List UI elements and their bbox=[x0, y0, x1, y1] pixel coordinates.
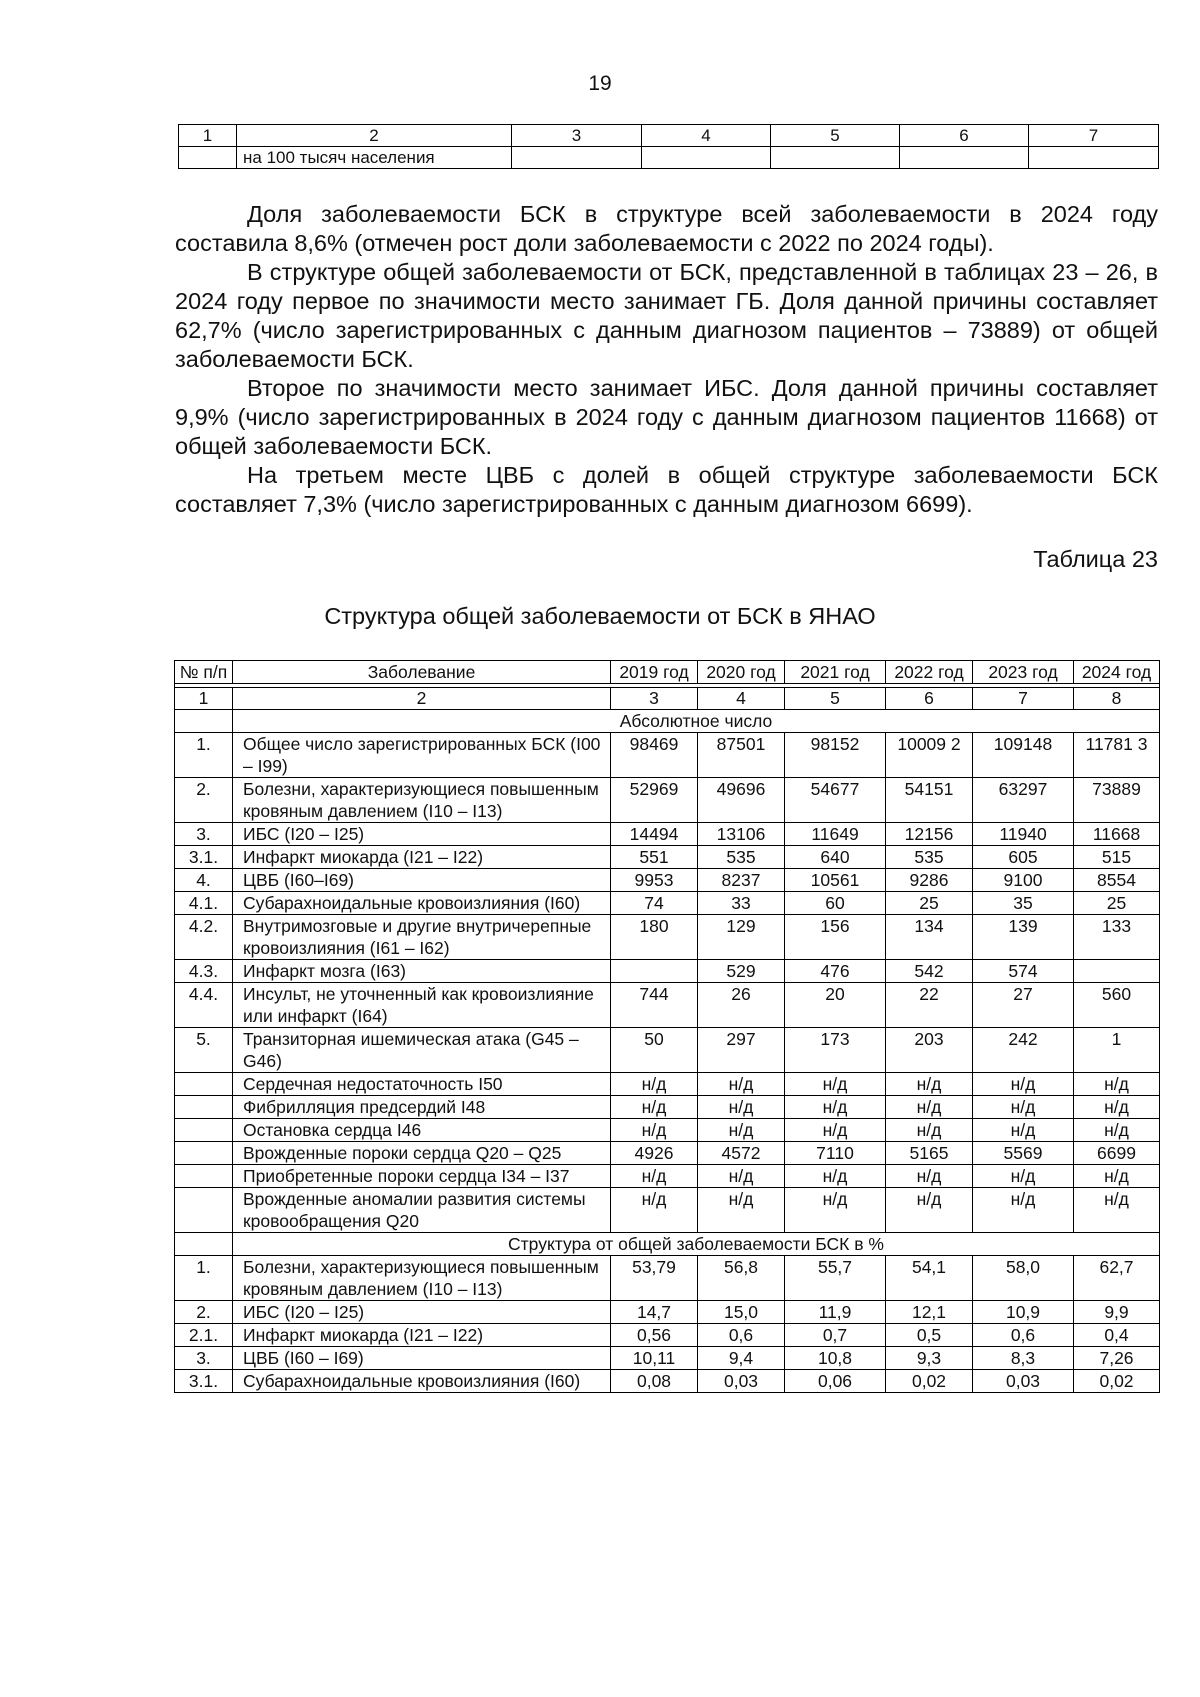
value-cell: 0,03 bbox=[973, 1370, 1074, 1393]
row-number: 4.1. bbox=[175, 892, 233, 915]
table-row bbox=[175, 1347, 1160, 1370]
table-cell bbox=[900, 147, 1029, 169]
disease-name: Инфаркт миокарда (I21 – I22) bbox=[233, 1324, 611, 1347]
section-title: Абсолютное число bbox=[233, 710, 1160, 733]
value-cell: н/д bbox=[611, 1165, 698, 1188]
value-cell: 33 bbox=[698, 892, 785, 915]
value-cell: н/д bbox=[886, 1165, 973, 1188]
value-cell: н/д bbox=[698, 1119, 785, 1142]
value-cell: н/д bbox=[785, 1188, 886, 1233]
table-row bbox=[175, 1096, 1160, 1119]
value-cell: н/д bbox=[611, 1119, 698, 1142]
table-cell: на 100 тысяч населения bbox=[237, 147, 512, 169]
value-cell: н/д bbox=[785, 1165, 886, 1188]
body-text bbox=[175, 200, 1158, 519]
value-cell: 58,0 bbox=[973, 1256, 1074, 1301]
value-cell: 54,1 bbox=[886, 1256, 973, 1301]
table-title-text: Структура общей заболеваемости от БСК в ЯНАО bbox=[324, 603, 876, 629]
header-cell: 2021 год bbox=[785, 661, 886, 684]
row-number: 1. bbox=[175, 1256, 233, 1301]
table-cell bbox=[771, 147, 900, 169]
disease-name: Инсульт, не уточненный как кровоизлияние или инфаркт (I64) bbox=[233, 983, 611, 1028]
value-cell: 8554 bbox=[1074, 869, 1160, 892]
table-cell bbox=[179, 147, 237, 169]
value-cell: 0,6 bbox=[973, 1324, 1074, 1347]
row-number bbox=[175, 1142, 233, 1165]
value-cell: 12156 bbox=[886, 823, 973, 846]
table-row bbox=[175, 1324, 1160, 1347]
table-header-row bbox=[175, 661, 1160, 684]
table-body bbox=[175, 684, 1160, 1393]
table-row bbox=[175, 1256, 1160, 1301]
value-cell: н/д bbox=[886, 1073, 973, 1096]
value-cell: 98152 bbox=[785, 733, 886, 778]
value-cell: 542 bbox=[886, 960, 973, 983]
value-cell: 53,79 bbox=[611, 1256, 698, 1301]
value-cell: 4572 bbox=[698, 1142, 785, 1165]
value-cell: 10561 bbox=[785, 869, 886, 892]
value-cell: 12,1 bbox=[886, 1301, 973, 1324]
value-cell: н/д bbox=[1074, 1165, 1160, 1188]
paragraph: Доля заболеваемости БСК в структуре всей заболеваемости в 2024 году составила 8,6% (отмечен рост доли заболеваемости с 2022 по 2024 годы). bbox=[175, 201, 1158, 256]
value-cell: 515 bbox=[1074, 846, 1160, 869]
value-cell: н/д bbox=[1074, 1119, 1160, 1142]
value-cell: н/д bbox=[886, 1119, 973, 1142]
table-title bbox=[0, 603, 1200, 630]
value-cell: 11940 bbox=[973, 823, 1074, 846]
value-cell: н/д bbox=[1074, 1073, 1160, 1096]
value-cell: 574 bbox=[973, 960, 1074, 983]
row-number: 3.1. bbox=[175, 846, 233, 869]
value-cell: н/д bbox=[611, 1096, 698, 1119]
disease-name: Инфаркт мозга (I63) bbox=[233, 960, 611, 983]
value-cell: 22 bbox=[886, 983, 973, 1028]
value-cell: 54677 bbox=[785, 778, 886, 823]
row-number bbox=[175, 1188, 233, 1233]
value-cell: н/д bbox=[785, 1119, 886, 1142]
value-cell: 9,9 bbox=[1074, 1301, 1160, 1324]
table-row bbox=[175, 733, 1160, 778]
value-cell: 0,56 bbox=[611, 1324, 698, 1347]
table-cell: 3 bbox=[512, 125, 642, 147]
page-number: 19 bbox=[588, 72, 612, 95]
disease-name: Транзиторная ишемическая атака (G45 – G46) bbox=[233, 1028, 611, 1073]
value-cell: н/д bbox=[1074, 1096, 1160, 1119]
value-cell: 11781 3 bbox=[1074, 733, 1160, 778]
value-cell: 9100 bbox=[973, 869, 1074, 892]
table-row bbox=[175, 1142, 1160, 1165]
table-row bbox=[175, 1370, 1160, 1393]
value-cell: 9,4 bbox=[698, 1347, 785, 1370]
value-cell: 98469 bbox=[611, 733, 698, 778]
value-cell: 52969 bbox=[611, 778, 698, 823]
value-cell bbox=[1074, 960, 1160, 983]
value-cell: 7,26 bbox=[1074, 1347, 1160, 1370]
paragraph: Второе по значимости место занимает ИБС. Доля данной причины составляет 9,9% (число зарегистрированных в 2024 году с данным диагнозом пациентов 11668) от общей заболеваемости БСК. bbox=[175, 375, 1158, 459]
value-cell: 11,9 bbox=[785, 1301, 886, 1324]
header-cell: 2019 год bbox=[611, 661, 698, 684]
value-cell: н/д bbox=[973, 1073, 1074, 1096]
disease-name: Врожденные аномалии развития системы кровообращения Q20 bbox=[233, 1188, 611, 1233]
value-cell: н/д bbox=[886, 1096, 973, 1119]
value-cell: 535 bbox=[698, 846, 785, 869]
value-cell: 0,02 bbox=[1074, 1370, 1160, 1393]
table-cell: 6 bbox=[900, 125, 1029, 147]
table-row bbox=[175, 983, 1160, 1028]
value-cell: 4926 bbox=[611, 1142, 698, 1165]
value-cell bbox=[611, 960, 698, 983]
value-cell: 10,11 bbox=[611, 1347, 698, 1370]
row-number bbox=[175, 1119, 233, 1142]
table-cell: 7 bbox=[1029, 125, 1159, 147]
row-number: 2. bbox=[175, 778, 233, 823]
value-cell: 640 bbox=[785, 846, 886, 869]
disease-name: Сердечная недостаточность I50 bbox=[233, 1073, 611, 1096]
row-number bbox=[175, 1073, 233, 1096]
value-cell: 73889 bbox=[1074, 778, 1160, 823]
table-cell: 4 bbox=[642, 125, 771, 147]
row-number: 1. bbox=[175, 733, 233, 778]
value-cell: 20 bbox=[785, 983, 886, 1028]
table-row bbox=[179, 147, 1159, 169]
header-cell: 2022 год bbox=[886, 661, 973, 684]
value-cell: 0,08 bbox=[611, 1370, 698, 1393]
table-row bbox=[175, 823, 1160, 846]
value-cell: 476 bbox=[785, 960, 886, 983]
disease-name: ЦВБ (I60 – I69) bbox=[233, 1347, 611, 1370]
table-cell: 7 bbox=[973, 688, 1074, 710]
table-cell: 5 bbox=[785, 688, 886, 710]
value-cell: 297 bbox=[698, 1028, 785, 1073]
value-cell: н/д bbox=[698, 1188, 785, 1233]
value-cell: 744 bbox=[611, 983, 698, 1028]
value-cell: 0,03 bbox=[698, 1370, 785, 1393]
value-cell: н/д bbox=[1074, 1188, 1160, 1233]
value-cell: 9286 bbox=[886, 869, 973, 892]
table-cell: 8 bbox=[1074, 688, 1160, 710]
paragraph: В структуре общей заболеваемости от БСК, представленной в таблицах 23 – 26, в 2024 году первое по значимости место занимает ГБ. Доля данной причины составляет 62,7% (число зарегистрированных с данным диагнозом пациентов – 73889) от общей заболеваемости БСК. bbox=[175, 259, 1158, 372]
value-cell: 15,0 bbox=[698, 1301, 785, 1324]
disease-name: Внутримозговые и другие внутричерепные кровоизлияния (I61 – I62) bbox=[233, 915, 611, 960]
value-cell: 109148 bbox=[973, 733, 1074, 778]
value-cell: 49696 bbox=[698, 778, 785, 823]
value-cell: н/д bbox=[698, 1073, 785, 1096]
value-cell: 54151 bbox=[886, 778, 973, 823]
value-cell: 9,3 bbox=[886, 1347, 973, 1370]
row-number: 4. bbox=[175, 869, 233, 892]
table-cell bbox=[512, 147, 642, 169]
table-cell: 2 bbox=[237, 125, 512, 147]
table-row bbox=[175, 915, 1160, 960]
value-cell: 25 bbox=[1074, 892, 1160, 915]
table-row bbox=[175, 1188, 1160, 1233]
value-cell: 50 bbox=[611, 1028, 698, 1073]
value-cell: 560 bbox=[1074, 983, 1160, 1028]
value-cell: 14494 bbox=[611, 823, 698, 846]
disease-name: Приобретенные пороки сердца I34 – I37 bbox=[233, 1165, 611, 1188]
value-cell: 27 bbox=[973, 983, 1074, 1028]
value-cell: 25 bbox=[886, 892, 973, 915]
value-cell: 8237 bbox=[698, 869, 785, 892]
value-cell: 5569 bbox=[973, 1142, 1074, 1165]
value-cell: 9953 bbox=[611, 869, 698, 892]
value-cell: н/д bbox=[973, 1119, 1074, 1142]
value-cell: 56,8 bbox=[698, 1256, 785, 1301]
disease-name: Врожденные пороки сердца Q20 – Q25 bbox=[233, 1142, 611, 1165]
value-cell: н/д bbox=[973, 1165, 1074, 1188]
row-number: 4.4. bbox=[175, 983, 233, 1028]
value-cell: 0,02 bbox=[886, 1370, 973, 1393]
table-cell: 5 bbox=[771, 125, 900, 147]
value-cell: 62,7 bbox=[1074, 1256, 1160, 1301]
disease-name: Фибрилляция предсердий I48 bbox=[233, 1096, 611, 1119]
value-cell: 55,7 bbox=[785, 1256, 886, 1301]
table-cell: 3 bbox=[611, 688, 698, 710]
value-cell: 6699 bbox=[1074, 1142, 1160, 1165]
value-cell: 0,7 bbox=[785, 1324, 886, 1347]
value-cell: н/д bbox=[698, 1165, 785, 1188]
value-cell: 139 bbox=[973, 915, 1074, 960]
table-row bbox=[175, 778, 1160, 823]
row-number: 4.3. bbox=[175, 960, 233, 983]
row-number: 2.1. bbox=[175, 1324, 233, 1347]
table-row bbox=[175, 960, 1160, 983]
value-cell: 63297 bbox=[973, 778, 1074, 823]
table-cell: 1 bbox=[175, 688, 233, 710]
continued-table bbox=[178, 124, 1159, 169]
section-title: Структура от общей заболеваемости БСК в % bbox=[233, 1233, 1160, 1256]
value-cell: 13106 bbox=[698, 823, 785, 846]
table-cell: 6 bbox=[886, 688, 973, 710]
disease-name: Субарахноидальные кровоизлияния (I60) bbox=[233, 1370, 611, 1393]
disease-name: Остановка сердца I46 bbox=[233, 1119, 611, 1142]
value-cell: н/д bbox=[698, 1096, 785, 1119]
value-cell: 10,8 bbox=[785, 1347, 886, 1370]
table-row bbox=[175, 1028, 1160, 1073]
value-cell: 156 bbox=[785, 915, 886, 960]
column-number-row bbox=[175, 688, 1160, 710]
value-cell: 242 bbox=[973, 1028, 1074, 1073]
value-cell: н/д bbox=[886, 1188, 973, 1233]
section-row bbox=[175, 710, 1160, 733]
table-row bbox=[175, 869, 1160, 892]
table-caption: Таблица 23 bbox=[1033, 546, 1158, 572]
value-cell: 180 bbox=[611, 915, 698, 960]
value-cell: 8,3 bbox=[973, 1347, 1074, 1370]
paragraph: На третьем месте ЦВБ с долей в общей структуре заболеваемости БСК составляет 7,3% (число зарегистрированных с данным диагнозом 6699). bbox=[175, 462, 1158, 517]
value-cell: н/д bbox=[611, 1188, 698, 1233]
row-number: 3. bbox=[175, 823, 233, 846]
value-cell: 74 bbox=[611, 892, 698, 915]
value-cell: 173 bbox=[785, 1028, 886, 1073]
value-cell: 134 bbox=[886, 915, 973, 960]
row-number: 2. bbox=[175, 1301, 233, 1324]
value-cell: н/д bbox=[611, 1073, 698, 1096]
table-row bbox=[175, 1165, 1160, 1188]
row-number: 3.1. bbox=[175, 1370, 233, 1393]
value-cell: 14,7 bbox=[611, 1301, 698, 1324]
value-cell: 11668 bbox=[1074, 823, 1160, 846]
header-cell: Заболевание bbox=[233, 661, 611, 684]
structure-table bbox=[174, 660, 1160, 1393]
table-row bbox=[175, 1073, 1160, 1096]
table-cell bbox=[175, 1233, 233, 1256]
disease-name: Болезни, характеризующиеся повышенным кровяным давлением (I10 – I13) bbox=[233, 778, 611, 823]
disease-name: ИБС (I20 – I25) bbox=[233, 823, 611, 846]
row-number: 4.2. bbox=[175, 915, 233, 960]
table-cell bbox=[642, 147, 771, 169]
table-row bbox=[175, 846, 1160, 869]
value-cell: 551 bbox=[611, 846, 698, 869]
value-cell: 10,9 bbox=[973, 1301, 1074, 1324]
table-cell: 2 bbox=[233, 688, 611, 710]
value-cell: 35 bbox=[973, 892, 1074, 915]
disease-name: Общее число зарегистрированных БСК (I00 – I99) bbox=[233, 733, 611, 778]
value-cell: 0,5 bbox=[886, 1324, 973, 1347]
row-number: 3. bbox=[175, 1347, 233, 1370]
section-row bbox=[175, 1233, 1160, 1256]
disease-name: Болезни, характеризующиеся повышенным кровяным давлением (I10 – I13) bbox=[233, 1256, 611, 1301]
value-cell: 0,4 bbox=[1074, 1324, 1160, 1347]
header-cell: 2020 год bbox=[698, 661, 785, 684]
value-cell: 11649 bbox=[785, 823, 886, 846]
row-number bbox=[175, 1165, 233, 1188]
value-cell: 203 bbox=[886, 1028, 973, 1073]
value-cell: 535 bbox=[886, 846, 973, 869]
disease-name: Инфаркт миокарда (I21 – I22) bbox=[233, 846, 611, 869]
table-header-row bbox=[179, 125, 1159, 147]
value-cell: 529 bbox=[698, 960, 785, 983]
table-cell: 1 bbox=[179, 125, 237, 147]
row-number bbox=[175, 1096, 233, 1119]
value-cell: 87501 bbox=[698, 733, 785, 778]
value-cell: 605 bbox=[973, 846, 1074, 869]
row-number: 5. bbox=[175, 1028, 233, 1073]
disease-name: ИБС (I20 – I25) bbox=[233, 1301, 611, 1324]
disease-name: Субарахноидальные кровоизлияния (I60) bbox=[233, 892, 611, 915]
header-cell: 2024 год bbox=[1074, 661, 1160, 684]
table-row bbox=[175, 892, 1160, 915]
table-cell bbox=[1029, 147, 1159, 169]
value-cell: 26 bbox=[698, 983, 785, 1028]
header-cell: 2023 год bbox=[973, 661, 1074, 684]
disease-name: ЦВБ (I60–I69) bbox=[233, 869, 611, 892]
table-cell: 4 bbox=[698, 688, 785, 710]
table-cell bbox=[175, 710, 233, 733]
value-cell: 0,6 bbox=[698, 1324, 785, 1347]
value-cell: 0,06 bbox=[785, 1370, 886, 1393]
header-cell: № п/п bbox=[175, 661, 233, 684]
value-cell: н/д bbox=[973, 1188, 1074, 1233]
value-cell: 1 bbox=[1074, 1028, 1160, 1073]
value-cell: 5165 bbox=[886, 1142, 973, 1165]
table-row bbox=[175, 1119, 1160, 1142]
value-cell: 129 bbox=[698, 915, 785, 960]
value-cell: н/д bbox=[973, 1096, 1074, 1119]
value-cell: 10009 2 bbox=[886, 733, 973, 778]
value-cell: н/д bbox=[785, 1073, 886, 1096]
table-row bbox=[175, 1301, 1160, 1324]
value-cell: н/д bbox=[785, 1096, 886, 1119]
value-cell: 60 bbox=[785, 892, 886, 915]
value-cell: 133 bbox=[1074, 915, 1160, 960]
value-cell: 7110 bbox=[785, 1142, 886, 1165]
